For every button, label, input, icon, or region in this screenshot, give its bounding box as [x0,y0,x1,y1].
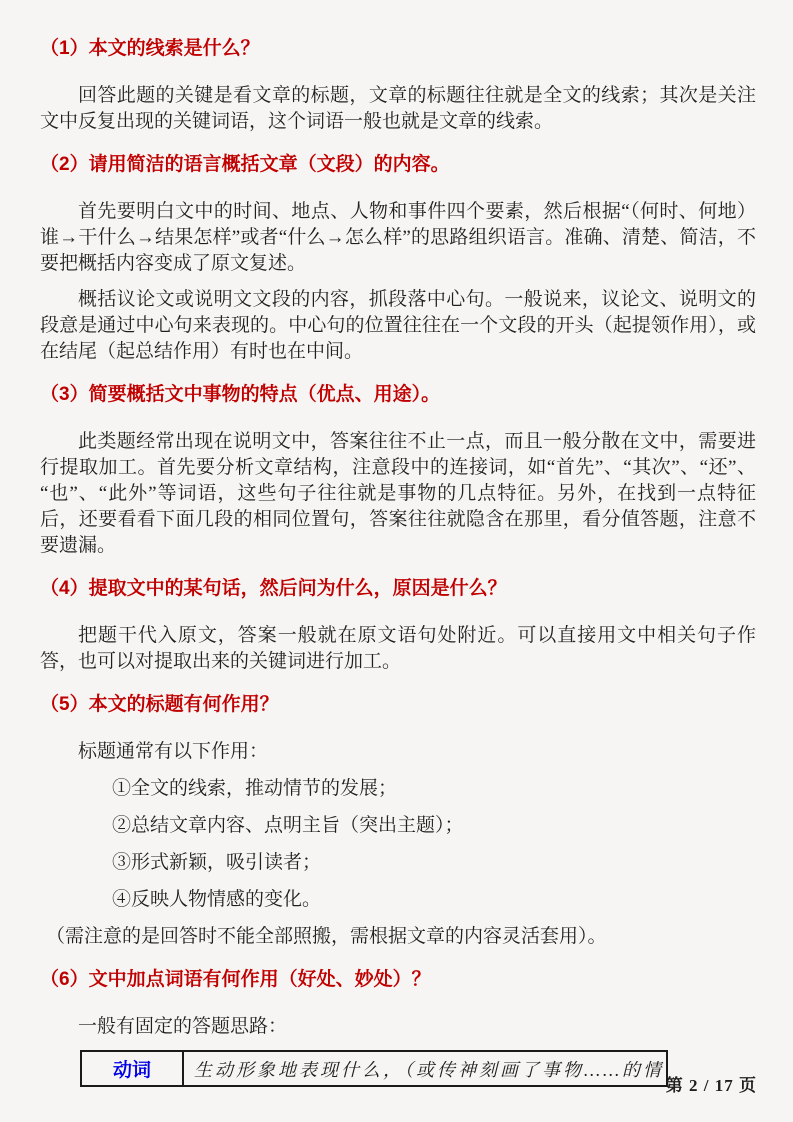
section-q6 [40,967,756,1087]
list-item: ①全文的线索，推动情节的发展； [112,778,398,799]
section-q2 [40,152,756,365]
section-heading: （1）本文的线索是什么？ [40,38,260,59]
list-item: ③形式新颖，吸引读者； [112,852,322,873]
paragraph: 概括议论文或说明文文段的内容，抓段落中心句。一般说来，议论文、说明文的段意是通过中心句来表现的。中心句的位置往往在一个文段的开头（起提领作用），或在结尾（起总结作用）有时也在中间。 [40,289,756,362]
section-heading: （5）本文的标题有何作用？ [40,694,279,715]
list-item: ④反映人物情感的变化。 [112,889,322,910]
section-q3 [40,382,756,559]
section-heading: （4）提取文中的某句话，然后问为什么，原因是什么？ [40,578,507,599]
definition-cell: 生动形象地表现什么，（或传神刻画了事物……的情 [183,1051,667,1086]
list-item: ②总结文章内容、点明主旨（突出主题）； [112,815,464,836]
table-row [81,1051,667,1086]
term-cell: 动词 [81,1051,183,1086]
section-q1 [40,36,756,135]
paragraph: 把题干代入原文，答案一般就在原文语句处附近。可以直接用文中相关句子作答，也可以对提取出来的关键词进行加工。 [40,625,756,672]
lead-text: 标题通常有以下作用： [78,741,269,762]
paragraph: 此类题经常出现在说明文中，答案往往不止一点，而且一般分散在文中，需要进行提取加工。首先要分析文章结构，注意段中的连接词，如“首先”、“其次”、“还”、“也”、“此外”等词语，这些句子往往就是事物的几点特征。另外，在找到一点特征后，还要看看下面几段的相同位置句，答案往往就隐含在那里，看分值答题，注意不要遗漏。 [40,431,756,556]
page-number: 第 2 / 17 页 [665,1076,757,1095]
section-heading: （6）文中加点词语有何作用（好处、妙处）？ [40,969,431,990]
paragraph: 首先要明白文中的时间、地点、人物和事件四个要素，然后根据“（何时、何地）谁→干什么→结果怎样”或者“什么→怎么样”的思路组织语言。准确、清楚、简洁，不要把概括内容变成了原文复述。 [40,201,756,274]
note: （需注意的是回答时不能全部照搬，需根据文章的内容灵活套用）。 [46,926,607,947]
answer-pattern-table [80,1050,668,1087]
section-q5 [40,692,756,950]
lead-text: 一般有固定的答题思路： [78,1016,288,1037]
section-heading: （2）请用简洁的语言概括文章（文段）的内容。 [40,154,450,175]
paragraph: 回答此题的关键是看文章的标题，文章的标题往往就是全文的线索；其次是关注文中反复出现的关键词语，这个词语一般也就是文章的线索。 [40,85,756,132]
section-heading: （3）简要概括文中事物的特点（优点、用途）。 [40,384,441,405]
section-q4 [40,576,756,675]
